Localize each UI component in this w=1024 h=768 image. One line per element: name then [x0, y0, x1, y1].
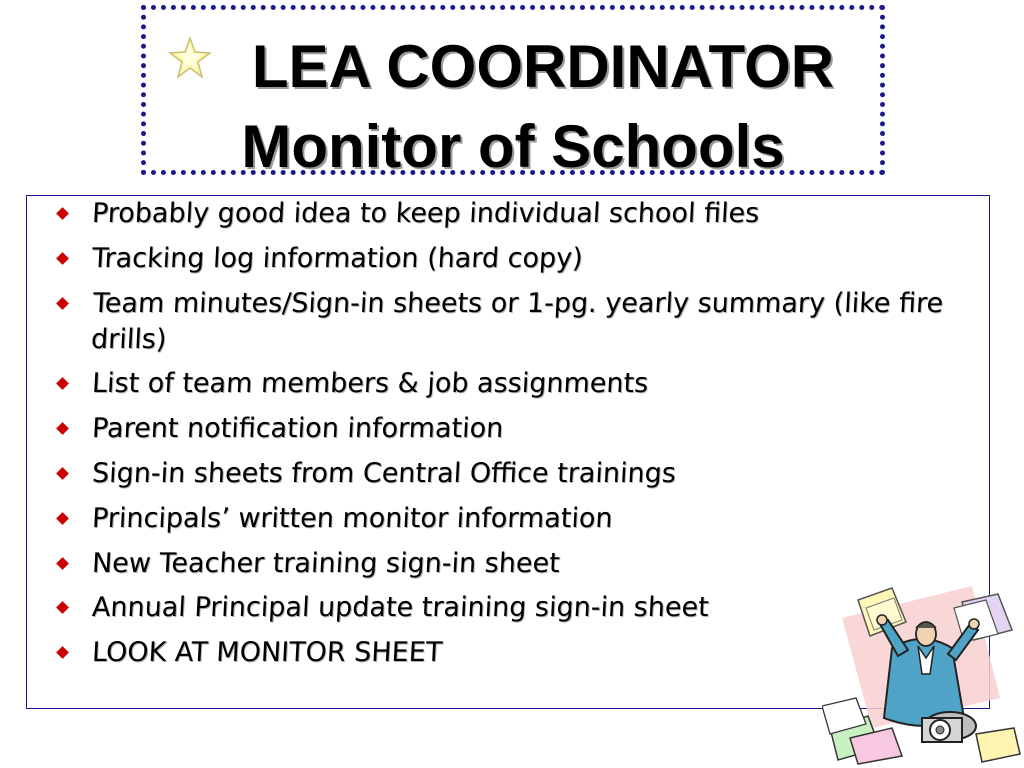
bullet-text: Team minutes/Sign-in sheets or 1-pg. yearly summary (like fire drills) [90, 287, 944, 355]
bullet-text: List of team members & job assignments [91, 368, 650, 400]
diamond-bullet-icon [56, 646, 69, 659]
title-line-2: Monitor of Schools [241, 113, 785, 180]
list-item [52, 286, 952, 358]
list-item [52, 635, 952, 671]
list-item [52, 546, 952, 582]
list-item [52, 411, 952, 447]
list-item [52, 366, 952, 402]
diamond-bullet-icon [56, 207, 69, 220]
bullet-text: Annual Principal update training sign-in sheet [91, 592, 710, 624]
list-item [52, 196, 952, 232]
diamond-bullet-icon [56, 467, 69, 480]
title-box [141, 5, 885, 180]
bullet-text: Probably good idea to keep individual school files [91, 198, 761, 229]
diamond-bullet-icon [56, 557, 69, 570]
bullet-text: New Teacher training sign-in sheet [91, 547, 561, 579]
bullet-list [52, 196, 952, 680]
bullet-text: Parent notification information [91, 413, 505, 445]
star-icon [168, 36, 212, 80]
title-line-1: LEA COORDINATOR [251, 33, 835, 100]
diamond-bullet-icon [56, 297, 69, 310]
list-item [52, 590, 952, 626]
list-item [52, 456, 952, 492]
diamond-bullet-icon [56, 422, 69, 435]
diamond-bullet-icon [56, 602, 69, 615]
list-item [52, 241, 952, 277]
list-item [52, 501, 952, 537]
bullet-text: LOOK AT MONITOR SHEET [91, 637, 444, 669]
diamond-bullet-icon [56, 512, 69, 525]
diamond-bullet-icon [56, 252, 69, 265]
bullet-text: Sign-in sheets from Central Office trainings [91, 457, 677, 489]
bullet-text: Tracking log information (hard copy) [91, 242, 584, 274]
teacher-with-papers-clipart [822, 578, 1022, 766]
bullet-text: Principals’ written monitor information [91, 502, 614, 534]
diamond-bullet-icon [56, 378, 69, 391]
